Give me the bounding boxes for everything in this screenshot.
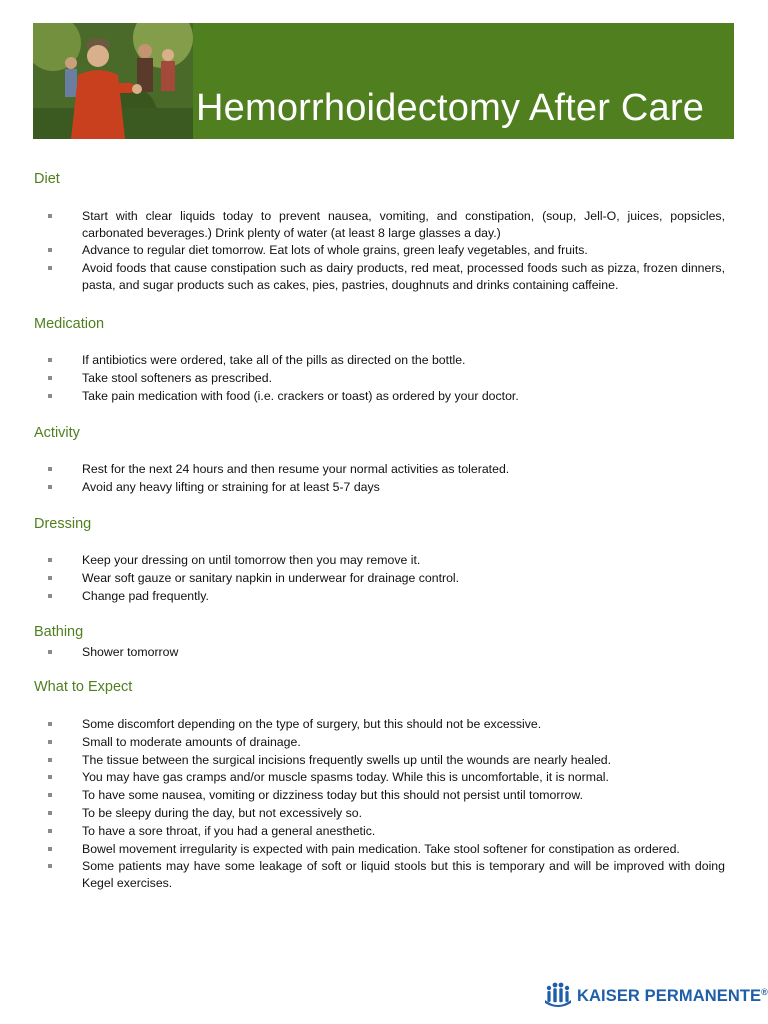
list-item: Small to moderate amounts of drainage.: [48, 734, 725, 751]
list-item: To have some nausea, vomiting or dizziness today but this should not persist until tomorrow.: [48, 787, 725, 804]
list-item: Bowel movement irregularity is expected with pain medication. Take stool softener for constipation as ordered.: [48, 841, 725, 858]
list-item: Avoid any heavy lifting or straining for at least 5-7 days: [48, 479, 725, 496]
bullet-icon: [48, 558, 52, 562]
section-heading-activity: Activity: [34, 425, 80, 441]
list-item: Rest for the next 24 hours and then resume your normal activities as tolerated.: [48, 461, 725, 478]
bullet-icon: [48, 775, 52, 779]
bullet-icon: [48, 594, 52, 598]
what-to-expect-list: [48, 716, 725, 893]
section-heading-dressing: Dressing: [34, 516, 92, 532]
list-item: Change pad frequently.: [48, 588, 725, 605]
list-item: Shower tomorrow: [48, 644, 725, 661]
bullet-icon: [48, 214, 52, 218]
bullet-icon: [48, 576, 52, 580]
section-heading-what-to-expect: What to Expect: [34, 679, 133, 695]
list-item: To be sleepy during the day, but not excessively so.: [48, 805, 725, 822]
bullet-icon: [48, 650, 52, 654]
bullet-icon: [48, 248, 52, 252]
list-item: Avoid foods that cause constipation such as dairy products, red meat, processed foods such as pizza, frozen dinners, pasta, and sugar products such as cakes, pies, pastries, doughnuts and drinks containing caffeine.: [48, 260, 725, 293]
activity-list: [48, 461, 725, 497]
header-banner: [33, 23, 734, 139]
list-item: Take stool softeners as prescribed.: [48, 370, 725, 387]
diet-list: [48, 208, 725, 294]
section-heading-diet: Diet: [34, 171, 60, 187]
list-item: Some patients may have some leakage of soft or liquid stools but this is temporary and will be improved with doing Kegel exercises.: [48, 858, 725, 891]
list-item: To have a sore throat, if you had a general anesthetic.: [48, 823, 725, 840]
bullet-icon: [48, 864, 52, 868]
kaiser-permanente-logo-icon: [544, 980, 572, 1008]
bullet-icon: [48, 811, 52, 815]
bullet-icon: [48, 793, 52, 797]
bullet-icon: [48, 266, 52, 270]
bullet-icon: [48, 722, 52, 726]
list-item: Some discomfort depending on the type of surgery, but this should not be excessive.: [48, 716, 725, 733]
kaiser-permanente-logo: [544, 980, 768, 1008]
dressing-list: [48, 552, 725, 605]
bullet-icon: [48, 467, 52, 471]
bullet-icon: [48, 740, 52, 744]
section-heading-bathing: Bathing: [34, 624, 84, 640]
section-heading-medication: Medication: [34, 316, 105, 332]
list-item: You may have gas cramps and/or muscle spasms today. While this is uncomfortable, it is normal.: [48, 769, 725, 786]
list-item: Advance to regular diet tomorrow. Eat lots of whole grains, green leafy vegetables, and fruits.: [48, 242, 725, 259]
bathing-list: [48, 644, 725, 662]
bullet-icon: [48, 394, 52, 398]
list-item: Start with clear liquids today to prevent nausea, vomiting, and constipation, (soup, Jell-O, juices, popsicles, carbonated beverages.) Drink plenty of water (at least 8 large glasses a day.): [48, 208, 725, 241]
bullet-icon: [48, 758, 52, 762]
hikers-photo: [33, 23, 193, 139]
page-title: Hemorrhoidectomy After Care: [196, 87, 705, 129]
list-item: Take pain medication with food (i.e. crackers or toast) as ordered by your doctor.: [48, 388, 725, 405]
list-item: Wear soft gauze or sanitary napkin in underwear for drainage control.: [48, 570, 725, 587]
list-item: Keep your dressing on until tomorrow then you may remove it.: [48, 552, 725, 569]
logo-wordmark: KAISER PERMANENTE®: [577, 987, 768, 1005]
bullet-icon: [48, 847, 52, 851]
list-item: If antibiotics were ordered, take all of the pills as directed on the bottle.: [48, 352, 725, 369]
bullet-icon: [48, 376, 52, 380]
bullet-icon: [48, 485, 52, 489]
list-item: The tissue between the surgical incisions frequently swells up until the wounds are nearly healed.: [48, 752, 725, 769]
bullet-icon: [48, 358, 52, 362]
bullet-icon: [48, 829, 52, 833]
medication-list: [48, 352, 725, 405]
